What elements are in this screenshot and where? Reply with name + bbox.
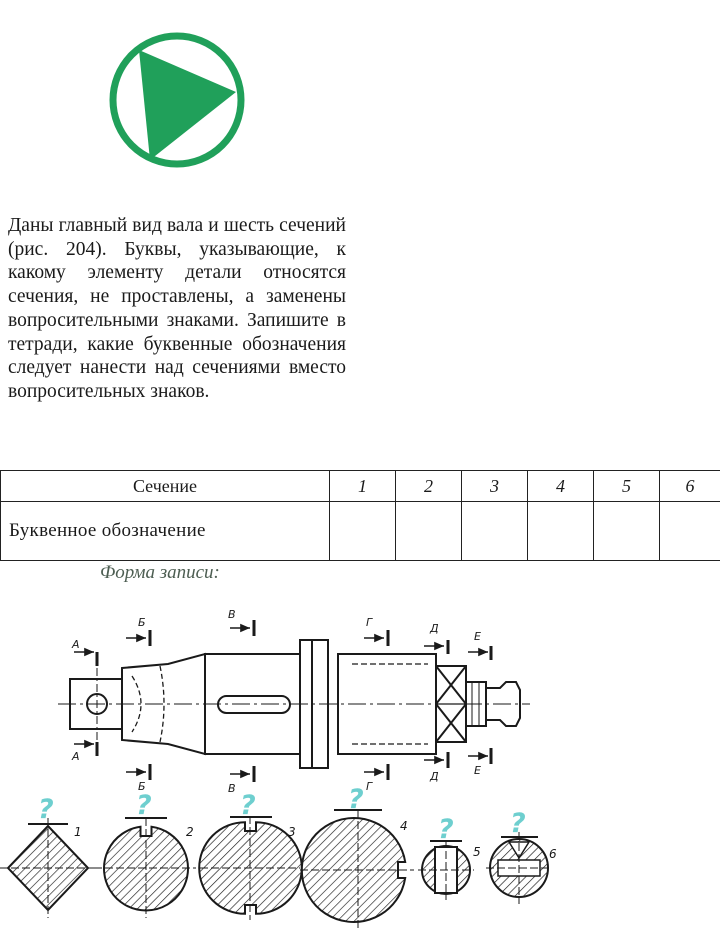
form-caption: Форма записи: <box>100 562 220 583</box>
section-4 <box>300 810 414 929</box>
cut-label-b-top: Б <box>138 616 146 629</box>
answer-cell-6 <box>660 502 720 561</box>
question-mark-3: ? <box>240 790 256 821</box>
answer-cell-5 <box>594 502 660 561</box>
task-text: Даны главный вид вала и шесть сечений (рис. 204). Буквы, указывающие, к какому элементу детали относятся сечения, не проставлены, а заменены вопросительными знаками. Запишите в тетради, какие буквенные обозначения следует нанести над сечениями вместо вопросительных знаков. <box>8 215 346 402</box>
letter-designation-label: Буквенное обозначение <box>1 502 330 561</box>
section-3 <box>199 816 302 920</box>
cut-plane-markers <box>97 620 491 782</box>
shaft-main-view <box>58 640 530 768</box>
play-triangle-logo-icon <box>106 32 248 168</box>
section-number-5: 5 <box>594 471 660 502</box>
section-number-label-3: 3 <box>288 825 296 839</box>
cut-label-a-bottom: А <box>72 750 80 763</box>
shaft-drawing <box>0 596 720 929</box>
answer-table <box>0 470 720 561</box>
cut-label-g-top: Г <box>366 616 373 629</box>
section-5 <box>418 840 474 900</box>
cut-label-e-top: Е <box>474 630 481 643</box>
answer-cell-3 <box>462 502 528 561</box>
answer-cell-4 <box>528 502 594 561</box>
question-mark-1: ? <box>38 794 54 825</box>
section-2 <box>94 818 196 918</box>
cut-label-a-top: А <box>72 638 80 651</box>
section-header-label: Сечение <box>1 471 330 502</box>
cut-label-v-top: В <box>228 608 236 621</box>
question-mark-6: ? <box>510 808 526 839</box>
section-number-1: 1 <box>330 471 396 502</box>
section-number-label-6: 6 <box>549 847 557 861</box>
section-number-6: 6 <box>660 471 720 502</box>
answer-cell-1 <box>330 502 396 561</box>
question-mark-2: ? <box>136 790 152 821</box>
section-number-label-1: 1 <box>74 825 82 839</box>
section-number-2: 2 <box>396 471 462 502</box>
section-number-label-2: 2 <box>186 825 194 839</box>
cut-label-e-bottom: Е <box>474 764 481 777</box>
question-mark-5: ? <box>438 814 454 845</box>
section-number-3: 3 <box>462 471 528 502</box>
section-number-label-5: 5 <box>473 845 481 859</box>
answer-cell-2 <box>396 502 462 561</box>
cut-label-d-bottom: Д <box>430 770 439 783</box>
question-mark-4: ? <box>348 784 364 815</box>
cut-label-b-bottom: Б <box>138 780 146 793</box>
section-6 <box>486 832 552 904</box>
cut-label-d-top: Д <box>430 622 439 635</box>
cut-label-g-bottom: Г <box>366 780 373 793</box>
section-number-label-4: 4 <box>400 819 408 833</box>
section-number-4: 4 <box>528 471 594 502</box>
cut-label-v-bottom: В <box>228 782 236 795</box>
